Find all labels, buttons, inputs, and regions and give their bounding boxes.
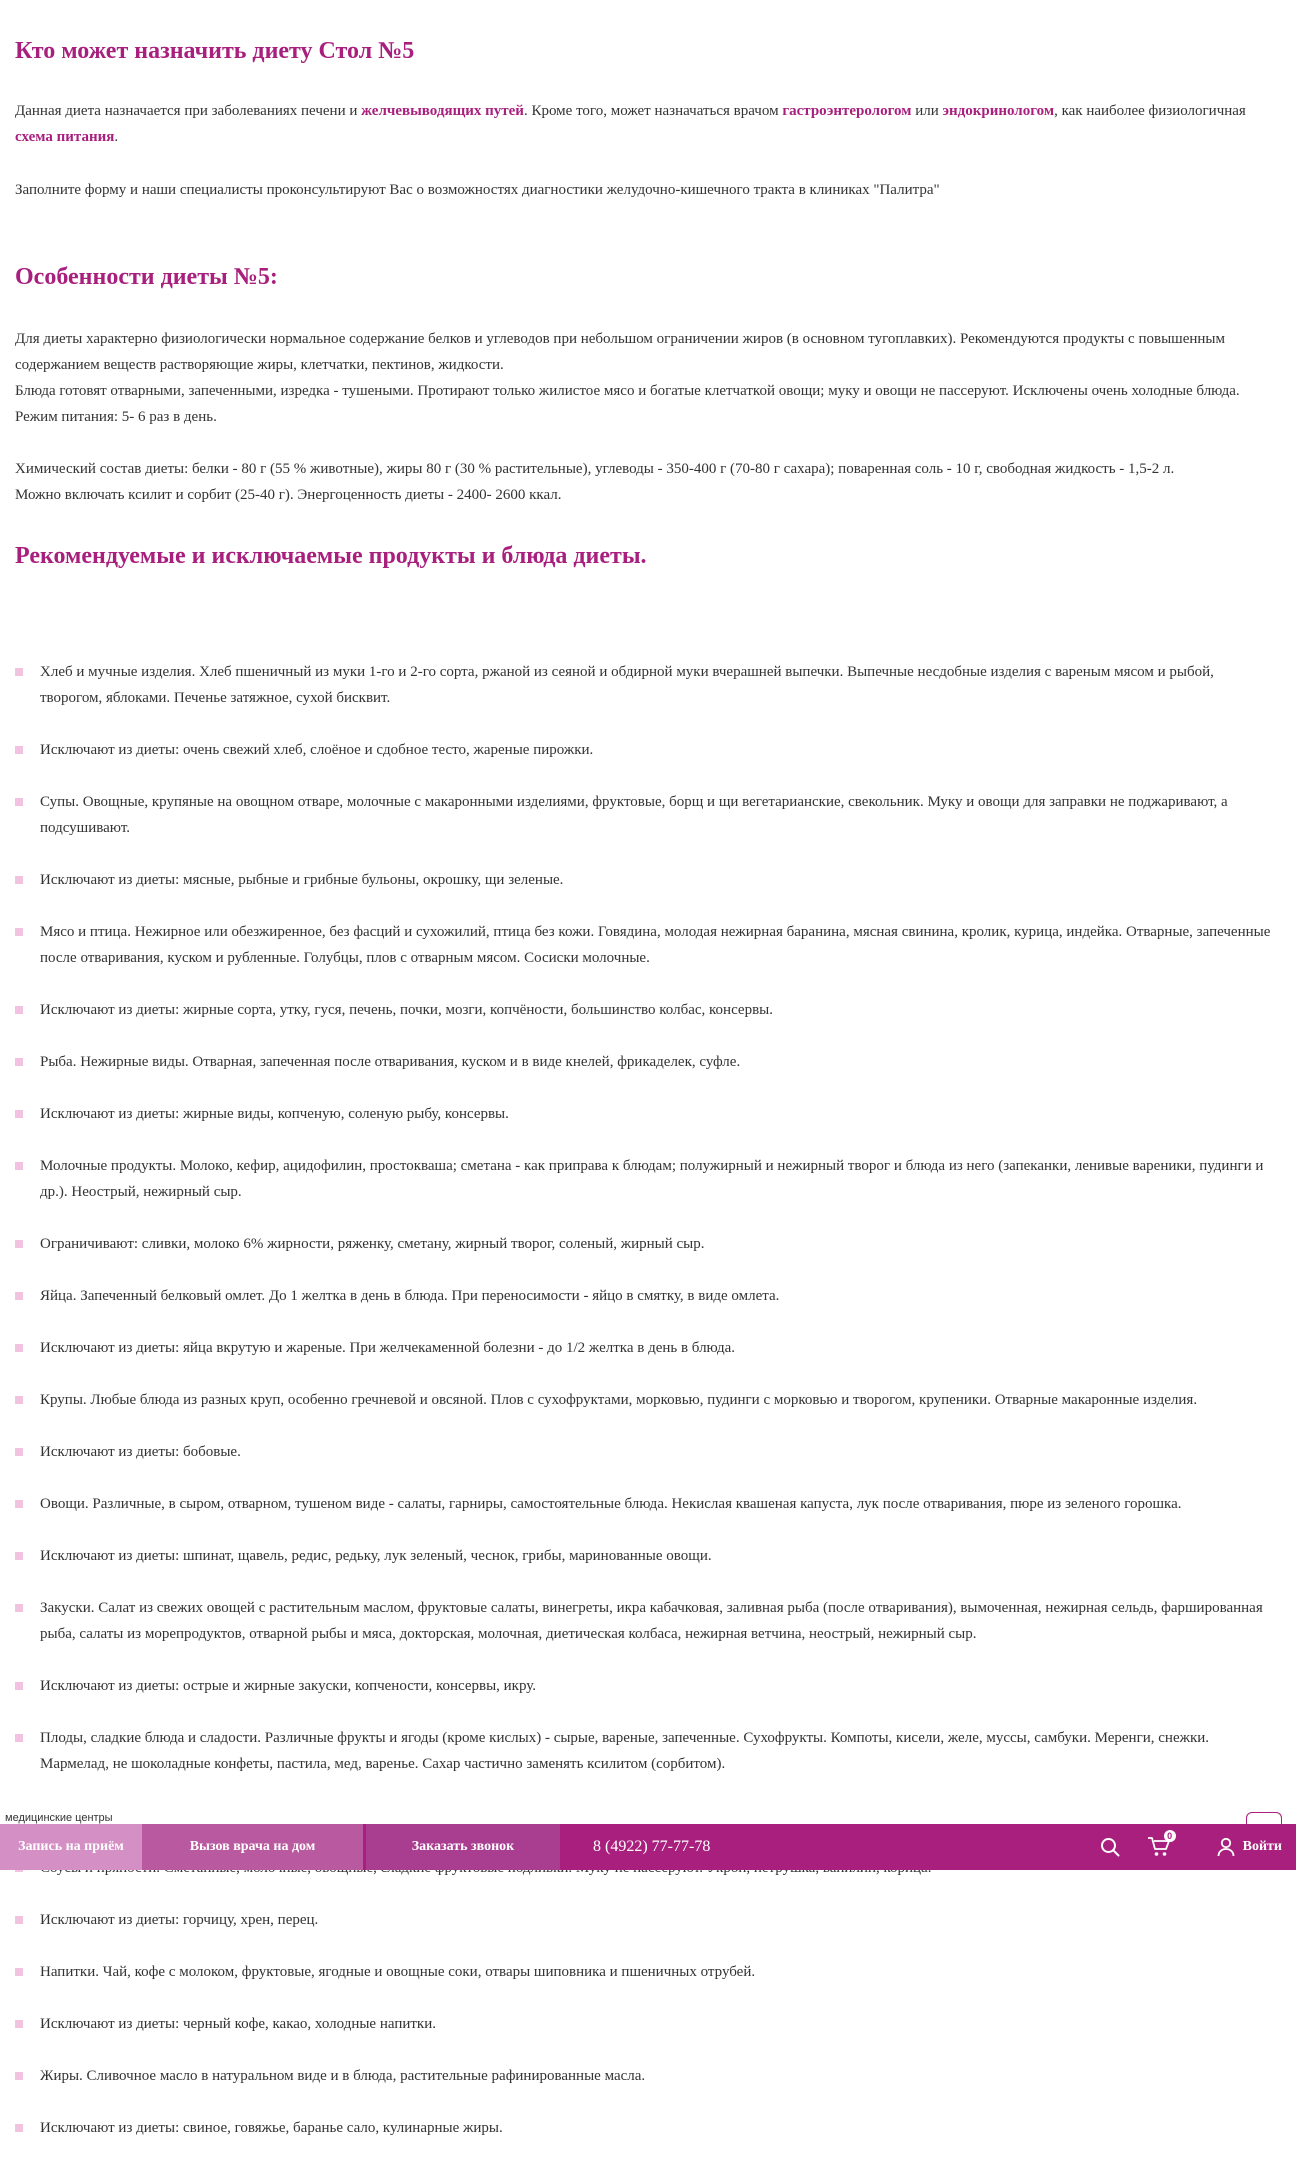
paragraph-features-1 [15,326,1277,430]
text: или [911,103,943,119]
list-item-text: Ограничивают: сливки, молоко 6% жирности, ряженку, сметану, жирный творог, соленый, жирный сыр. [40,1236,705,1252]
list-item [15,1543,1277,1569]
list-item-text: Овощи. Различные, в сыром, отварном, тушеном виде - салаты, гарниры, самостоятельные блюда. Некислая квашеная капуста, лук после отваривания, пюре из зеленого горошка. [40,1496,1182,1512]
text: . [114,129,119,145]
list-item [15,1049,1277,1075]
products-list-lower [15,1855,1277,2167]
bullet-marker [15,1162,23,1170]
list-item-text: Исключают из диеты: свиное, говяжье, баранье сало, кулинарные жиры. [40,2120,503,2136]
call-doctor-button[interactable]: Вызов врача на дом [142,1824,363,1870]
list-item-text: Исключают из диеты: очень свежий хлеб, слоёное и сдобное тесто, жареные пирожки. [40,742,594,758]
bullet-marker [15,928,23,936]
list-item [15,1153,1277,1205]
list-item-text: Исключают из диеты: жирные виды, копченую, соленую рыбу, консервы. [40,1106,509,1122]
paragraph-who-intro [15,98,1277,150]
phone-link[interactable]: 8 (4922) 77-77-78 [593,1838,711,1855]
paragraph-features-2 [15,456,1277,508]
bullet-marker [15,1552,23,1560]
bullet-marker [15,1604,23,1612]
list-item-text: Закуски. Салат из свежих овощей с растительным маслом, фруктовые салаты, винегреты, икра кабачковая, заливная рыба (после отваривания), вымоченная, нежирная сельдь, фаршированная рыба, салаты из морепродуктов, отварной рыбы и мяса, докторская, молочная, диетическая колбаса, нежирная ветчина, неострый, нежирный сыр. [40,1600,1263,1642]
list-item [15,1959,1277,1985]
list-item [15,867,1277,893]
appointment-button[interactable]: Запись на приём [0,1824,142,1870]
bullet-marker [15,1682,23,1690]
bullet-marker [15,1448,23,1456]
list-item [15,1491,1277,1517]
link-endocrinologist[interactable]: эндокринологом [942,103,1055,119]
list-item-text: Хлеб и мучные изделия. Хлеб пшеничный из муки 1-го и 2-го сорта, ржаной из сеяной и обдирной муки вчерашней выпечки. Выпечные несдобные изделия с вареным мясом и рыбой, творогом, яблоками. Печенье затяжное, сухой бисквит. [40,664,1214,706]
list-item-text: Супы. Овощные, крупяные на овощном отваре, молочные с макаронными изделиями, фруктовые, борщ и щи вегетарианские, свекольник. Муку и овощи для заправки не поджаривают, а подсушивают. [40,794,1228,836]
bullet-marker [15,876,23,884]
list-item-text: Рыба. Нежирные виды. Отварная, запеченная после отваривания, куском и в виде кнелей, фрикаделек, суфле. [40,1054,741,1070]
list-item [15,737,1277,763]
login-button[interactable] [1217,1837,1282,1857]
text: Химический состав диеты: белки - 80 г (55 % животные), жиры 80 г (30 % растительные), углеводы - 350-400 г (70-80 г сахара); поваренная соль - 10 г, свободная жидкость - 1,5-2 л. [15,461,1175,477]
list-item-text: Плоды, сладкие блюда и сладости. Различные фрукты и ягоды (кроме кислых) - сырые, вареные, запеченные. Сухофрукты. Компоты, кисели, желе, муссы, самбуки. Меренги, снежки. Мармелад, не шоколадные конфеты, пастила, мед, варенье. Сахар частично заменять ксилитом (сорбитом). [40,1730,1210,1772]
list-item-text: Напитки. Чай, кофе с молоком, фруктовые, ягодные и овощные соки, отвары шиповника и пшеничных отрубей. [40,1964,756,1980]
list-item-text: Исключают из диеты: бобовые. [40,1444,241,1460]
list-item-text: Яйца. Запеченный белковый омлет. До 1 желтка в день в блюда. При переносимости - яйцо в смятку, в виде омлета. [40,1288,780,1304]
bullet-marker [15,1396,23,1404]
bullet-marker [15,1734,23,1742]
footer-caption: медицинские центры [5,1812,113,1824]
bullet-marker [15,668,23,676]
list-item [15,1725,1277,1777]
list-item-text: Молочные продукты. Молоко, кефир, ацидофилин, простокваша; сметана - как приправа к блюдам; полужирный и нежирный творог и блюда из него (запеканки, ленивые вареники, пудинги и др.). Неострый, нежирный сыр. [40,1158,1264,1200]
bullet-marker [15,1240,23,1248]
bullet-marker [15,1500,23,1508]
list-item [15,1335,1277,1361]
text: Данная диета назначается при заболеваниях печени и [15,103,362,119]
action-bar [0,1824,1296,1870]
caption-strip [0,1790,1296,1824]
list-item [15,1907,1277,1933]
list-item-text: Исключают из диеты: яйца вкрутую и жареные. При желчекаменной болезни - до 1/2 желтка в день в блюда. [40,1340,736,1356]
request-callback-button[interactable]: Заказать звонок [366,1824,560,1870]
link-bile-ducts[interactable]: желчевыводящих путей [361,103,524,119]
search-icon[interactable] [1099,1836,1121,1858]
list-item [15,997,1277,1023]
bottom-action-bar [0,1790,1296,1870]
list-item [15,1439,1277,1465]
list-item [15,1283,1277,1309]
list-item-text: Мясо и птица. Нежирное или обезжиренное, без фасций и сухожилий, птица без кожи. Говядина, молодая нежирная баранина, мясная свинина, кролик, курица, индейка. Отварные, запеченные после отваривания, куском и рубленные. Голубцы, плов с отварным мясом. Сосиски молочные. [40,924,1271,966]
bullet-marker [15,746,23,754]
user-icon [1217,1837,1235,1857]
list-item-text: Исключают из диеты: жирные сорта, утку, гуся, печень, почки, мозги, копчёности, большинство колбас, консервы. [40,1002,773,1018]
list-item [15,919,1277,971]
list-item [15,789,1277,841]
text: , как наиболее физиологичная [1054,103,1246,119]
list-item [15,2115,1277,2141]
bullet-marker [15,1344,23,1352]
text: . Кроме того, может назначаться врачом [523,103,783,119]
list-item-text: Исключают из диеты: шпинат, щавель, редис, редьку, лук зеленый, чеснок, грибы, маринованные овощи. [40,1548,712,1564]
text: Можно включать ксилит и сорбит (25-40 г). Энергоценность диеты - 2400- 2600 ккал. [15,487,562,503]
list-item [15,2063,1277,2089]
bullet-marker [15,1006,23,1014]
list-item [15,1101,1277,1127]
list-item-text: Исключают из диеты: мясные, рыбные и грибные бульоны, окрошку, щи зеленые. [40,872,564,888]
list-item [15,1595,1277,1647]
list-item-text: Крупы. Любые блюда из разных круп, особенно гречневой и овсяной. Плов с сухофруктами, морковью, пудинги с морковью и творогом, крупеники. Отварные макаронные изделия. [40,1392,1198,1408]
link-gastroenterologist[interactable]: гастроэнтерологом [782,103,912,119]
products-list [15,659,1277,1803]
bullet-marker [15,1916,23,1924]
cart-icon[interactable] [1146,1831,1173,1858]
text: Блюда готовят отварными, запеченными, изредка - тушеными. Протирают только жилистое мясо и богатые клетчаткой овощи; муку и овощи не пассеруют. Исключены очень холодные блюда. Режим питания: 5- 6 раз в день. [15,383,1240,425]
link-nutrition-scheme[interactable]: схема питания [15,129,115,145]
bullet-marker [15,1292,23,1300]
bullet-marker [15,1058,23,1066]
bullet-marker [15,2020,23,2028]
heading-diet-features: Особенности диеты №5: [15,264,278,290]
list-item-text: Исключают из диеты: острые и жирные закуски, копчености, консервы, икру. [40,1678,537,1694]
text: Для диеты характерно физиологически нормальное содержание белков и углеводов при небольшом ограничении жиров (в основном тугоплавких). Рекомендуются продукты с повышенным содержанием веществ растворяющие жиры, клетчатки, пектинов, жидкости. [15,331,1225,373]
bullet-marker [15,1968,23,1976]
bullet-marker [15,2124,23,2132]
list-item [15,1231,1277,1257]
list-item [15,659,1277,711]
login-label: Войти [1242,1839,1282,1854]
list-item [15,1673,1277,1699]
bullet-marker [15,1110,23,1118]
list-item-text: Исключают из диеты: черный кофе, какао, холодные напитки. [40,2016,436,2032]
paragraph-consultation: Заполните форму и наши специалисты проконсультируют Вас о возможностях диагностики желудочно-кишечного тракта в клиниках "Палитра" [15,182,940,198]
heading-products: Рекомендуемые и исключаемые продукты и блюда диеты. [15,543,647,569]
bullet-marker [15,2072,23,2080]
list-item-text: Исключают из диеты: горчицу, хрен, перец. [40,1912,319,1928]
list-item-text: Жиры. Сливочное масло в натуральном виде и в блюда, растительные рафинированные масла. [40,2068,646,2084]
bullet-marker [15,798,23,806]
list-item [15,2011,1277,2037]
bar-right-group [1099,1824,1296,1870]
cart-count-badge: 0 [1164,1830,1176,1842]
list-item [15,1387,1277,1413]
heading-who-can-prescribe: Кто может назначить диету Стол №5 [15,38,415,64]
